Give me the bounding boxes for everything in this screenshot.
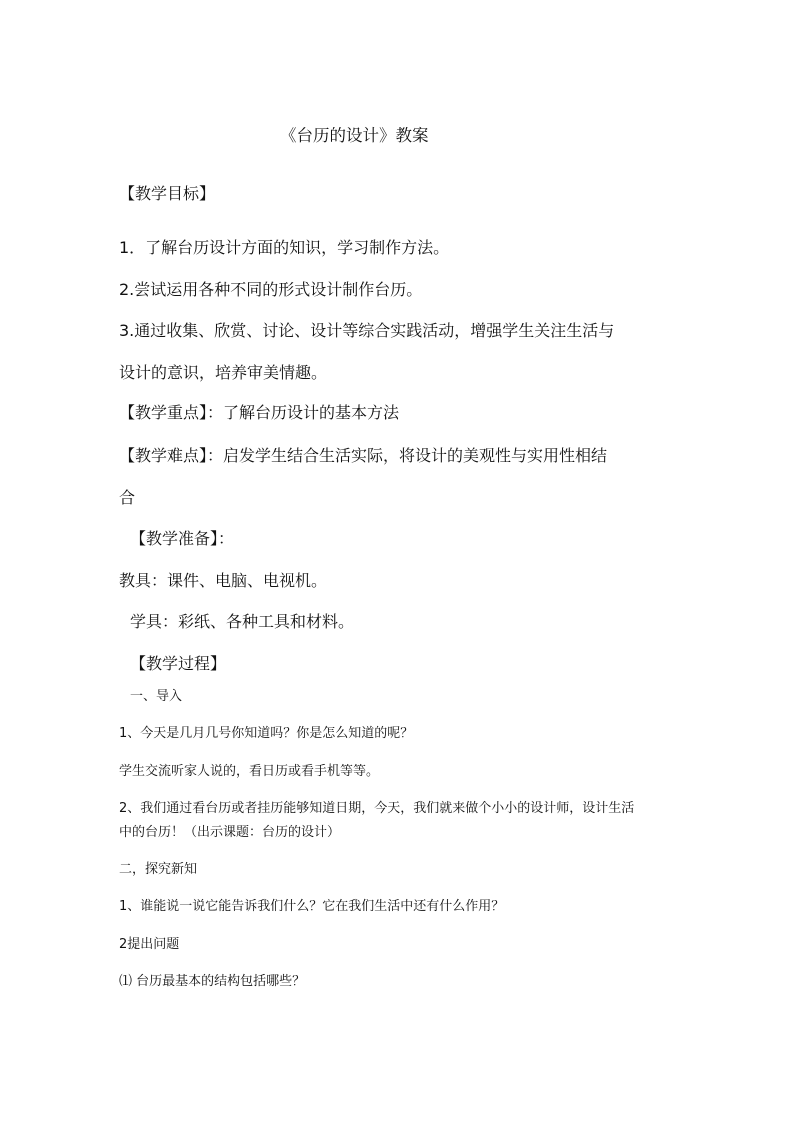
objective-3-line-2: 设计的意识，培养审美情趣。 (119, 363, 328, 382)
objective-1: 1．了解台历设计方面的知识，学习制作方法。 (119, 238, 450, 257)
section-1-heading: 一、导入 (130, 689, 183, 704)
sub-question-1: ⑴ 台历最基本的结构包括哪些？ (119, 974, 306, 989)
difficulty-line-1: 【教学难点】：启发学生结合生活实际，将设计的美观性与实用性相结 (119, 446, 608, 465)
teacher-tools: 教具：课件、电脑、电视机。 (119, 571, 328, 590)
process-heading: 【教学过程】 (130, 654, 227, 673)
question-1: 1、今天是几月几号你知道吗？你是怎么知道的呢？ (119, 726, 414, 741)
paragraph-2-line-1: 2、我们通过看台历或者挂历能够知道日期，今天，我们就来做个小小的设计师，设计生活 (119, 801, 635, 816)
raise-questions: 2提出问题 (119, 937, 180, 952)
objective-3-line-1: 3.通过收集、欣赏、讨论、设计等综合实践活动，增强学生关注生活与 (119, 321, 615, 340)
key-point: 【教学重点】：了解台历设计的基本方法 (119, 403, 400, 422)
student-tools: 学具：彩纸、各种工具和材料。 (130, 612, 355, 631)
answer-1: 学生交流听家人说的，看日历或看手机等等。 (119, 764, 380, 779)
objective-2: 2.尝试运用各种不同的形式设计制作台历。 (119, 280, 423, 299)
difficulty-line-2: 合 (119, 488, 136, 507)
question-2: 1、谁能说一说它能告诉我们什么？它在我们生活中还有什么作用？ (119, 899, 505, 914)
paragraph-2-line-2: 中的台历！（出示课题：台历的设计） (119, 825, 341, 840)
objectives-heading: 【教学目标】 (119, 184, 216, 203)
preparation-heading: 【教学准备】： (130, 529, 235, 548)
section-2-heading: 二，探究新知 (119, 862, 198, 877)
document-title: 《台历的设计》教案 (280, 126, 429, 145)
